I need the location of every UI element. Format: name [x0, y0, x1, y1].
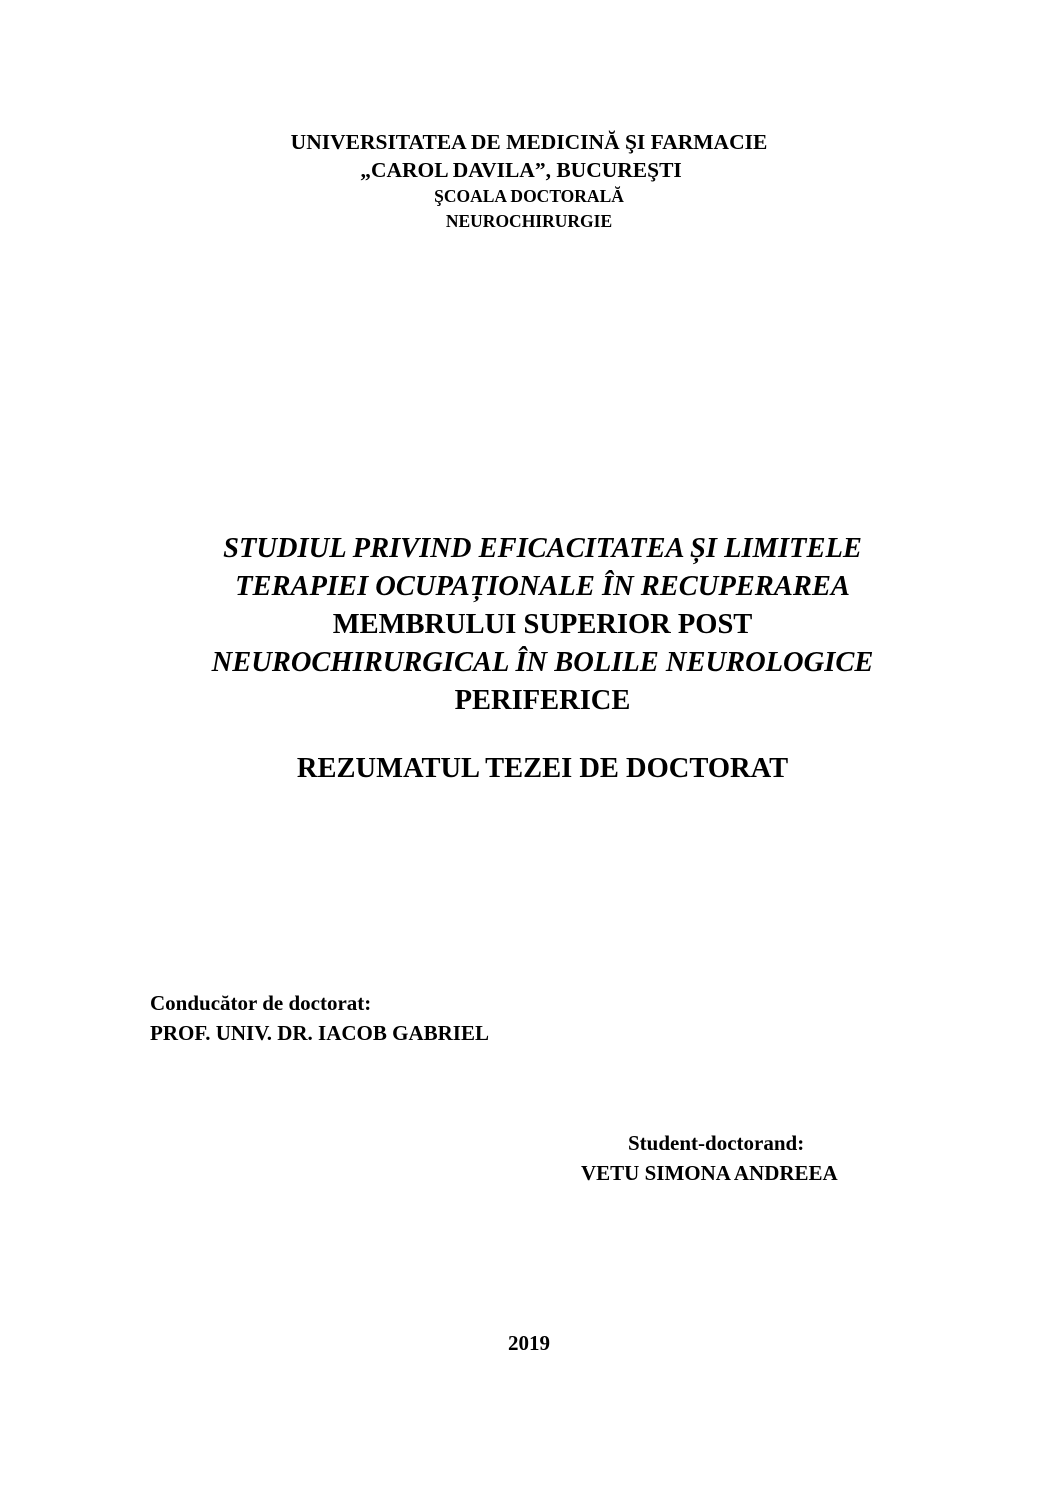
publication-year: 2019 [508, 1331, 550, 1355]
institution-header [0, 128, 1058, 234]
thesis-title-line-5: PERIFERICE [454, 685, 631, 716]
thesis-title [0, 530, 1058, 720]
document-subtitle: REZUMATUL TEZEI DE DOCTORAT [296, 753, 789, 784]
advisor-label: Conducător de doctorat: [150, 991, 372, 1015]
student-block [575, 1128, 838, 1188]
department-line: NEUROCHIRURGIE [445, 211, 613, 231]
advisor-block [150, 988, 489, 1048]
thesis-title-line-3: MEMBRULUI SUPERIOR POST [332, 609, 753, 640]
university-line: UNIVERSITATEA DE MEDICINĂ ŞI FARMACIE [290, 130, 768, 154]
advisor-name: PROF. UNIV. DR. IACOB GABRIEL [150, 1021, 489, 1045]
university-name-line: „CAROL DAVILA”, BUCUREŞTI [360, 158, 682, 182]
student-label: Student-doctorand: [628, 1131, 805, 1155]
doctoral-school-line: ŞCOALA DOCTORALĂ [434, 186, 624, 206]
student-name: VETU SIMONA ANDREEA [581, 1161, 838, 1185]
thesis-title-line-1: STUDIUL PRIVIND EFICACITATEA ȘI LIMITELE [223, 533, 862, 564]
thesis-title-line-4: NEUROCHIRURGICAL ÎN BOLILE NEUROLOGICE [211, 647, 874, 678]
thesis-title-line-2: TERAPIEI OCUPAȚIONALE ÎN RECUPERAREA [235, 571, 850, 602]
